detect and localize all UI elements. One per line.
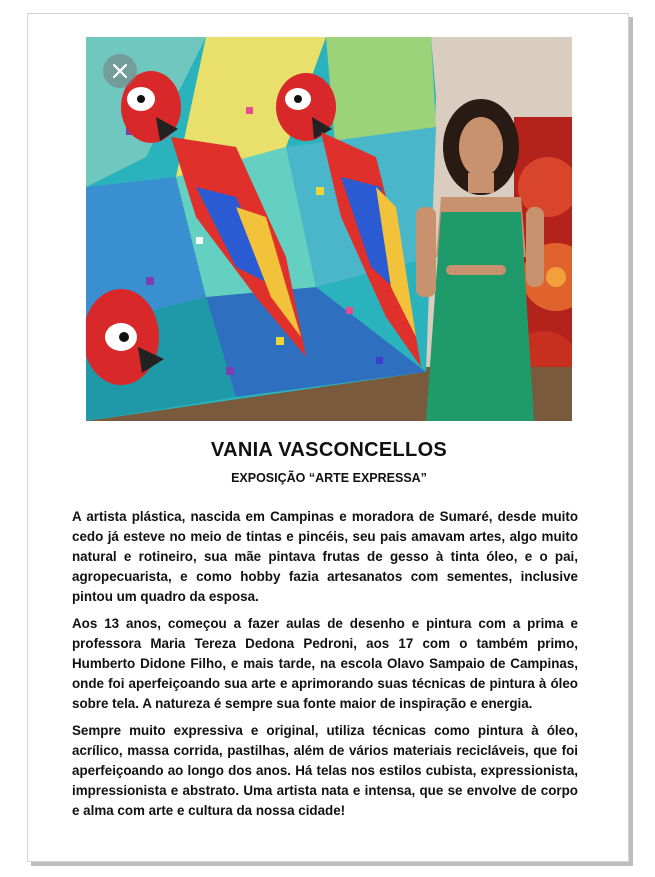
biography-text bbox=[72, 507, 578, 828]
document-page bbox=[27, 13, 629, 862]
paragraph: Aos 13 anos, começou a fazer aulas de desenho e pintura com a prima e professora Maria Tereza Dedona Pedroni, aos 17 com o também primo, Humberto Didone Filho, e mais tarde, na escola Olavo Sampaio de Campinas, onde foi aperfeiçoando sua arte e aprimorando suas técnicas de pintura à óleo sobre tela. A natureza é sempre sua fonte maior de inspiração e energia. bbox=[72, 616, 578, 711]
paragraph: Sempre muito expressiva e original, utiliza técnicas como pintura à óleo, acrílico, massa corrida, pastilhas, além de vários materiais recicláveis, que foi aperfeiçoando ao longo dos anos. Há telas nos estilos cubista, expressionista, impressionista e abstrato. Uma artista nata e intensa, que se envolve de corpo e alma com arte e cultura da nossa cidade! bbox=[72, 723, 578, 818]
close-icon bbox=[112, 63, 128, 79]
page-title: VANIA VASCONCELLOS bbox=[210, 439, 448, 461]
paragraph: A artista plástica, nascida em Campinas e moradora de Sumaré, desde muito cedo já esteve no meio de tintas e pincéis, seu pais amavam artes, algo muito natural e rotineiro, sua mãe pintava frutas de gesso à tinta óleo, e o pai, agropecuarista, e como hobby fazia artesanatos com sementes, inclusive pintou um quadro da esposa. bbox=[72, 509, 578, 604]
close-button[interactable] bbox=[103, 54, 137, 88]
page-subtitle: EXPOSIÇÃO “ARTE EXPRESSA” bbox=[231, 471, 427, 485]
artist-photo bbox=[86, 37, 572, 421]
